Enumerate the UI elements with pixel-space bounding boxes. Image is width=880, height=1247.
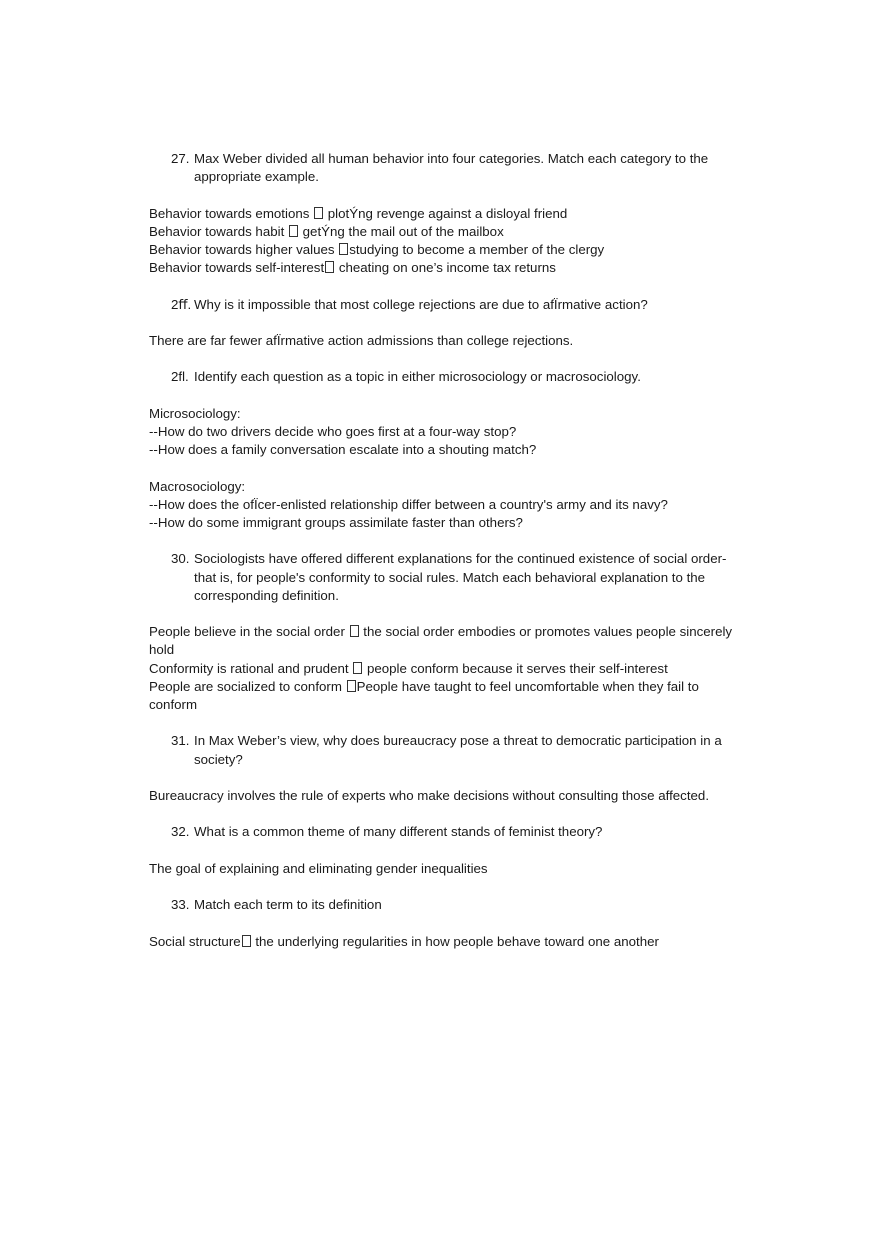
answer-28 [149,332,734,350]
answer-line [149,241,734,259]
answer-term: Social structure [149,933,241,949]
answer-definition: getÝng the mail out of the mailbox [298,223,504,239]
arrow-glyph-icon [242,935,251,947]
answer-term: Behavior towards self-interest [149,260,325,276]
question-29 [149,368,734,386]
answer-term: People believe in the social order [149,624,349,640]
answer-definition: studying to become a member of the clergy [349,242,605,257]
question-number: 30. [171,551,190,567]
arrow-glyph-icon [289,225,298,237]
answer-29-micro [149,405,734,460]
answer-line [149,259,734,277]
answer-line [149,223,734,241]
answer-term: Behavior towards higher values [149,242,339,257]
answer-definition: the underlying regularities in how people behave toward one another [251,933,659,949]
answer-30 [149,623,734,714]
answer-line [149,933,734,951]
answer-32 [149,860,734,878]
answer-definition: plotÝng revenge against a disloyal friend [324,205,568,221]
answer-definition: People have taught to feel uncomfortable when they fail to conform [149,678,699,712]
question-28 [149,296,734,314]
question-text: Identify each question as a topic in either microsociology or macrosociology. [194,369,641,385]
answer-29-macro [149,478,734,533]
question-number: 2ﬂ. [171,369,189,385]
answer-31 [149,787,734,805]
answer-line [149,623,734,659]
arrow-glyph-icon [314,207,323,219]
question-31 [149,732,734,768]
question-text: Sociologists have offered different explanations for the continued existence of social order-that is, for people's conformity to social rules. Match each behavioral explanation to the corresponding definition. [194,551,727,603]
answer-line [149,678,734,714]
answer-line: The goal of explaining and eliminating gender inequalities [149,860,488,876]
answer-line: --How does a family conversation escalate into a shouting match? [149,442,537,458]
answer-line: --How do two drivers decide who goes first at a four-way stop? [149,423,517,439]
answer-definition: people conform because it serves their self-interest [363,660,668,676]
question-number: 2ﬀ. [171,296,192,312]
answer-27 [149,205,734,278]
question-32 [149,823,734,841]
section-heading: Macrosociology: [149,478,246,494]
question-33 [149,896,734,914]
question-27 [149,150,734,186]
arrow-glyph-icon [347,680,356,692]
question-text: In Max Weber’s view, why does bureaucracy pose a threat to democratic participation in a society? [194,733,722,767]
answer-term: Behavior towards emotions [149,205,314,221]
question-number: 33. [171,897,190,913]
question-number: 27. [171,151,190,166]
answer-definition: the social order embodies or promotes values people sincerely hold [149,624,733,658]
question-number: 31. [171,733,190,749]
arrow-glyph-icon [350,625,359,637]
answer-line [149,205,734,223]
question-text: What is a common theme of many different stands of feminist theory? [194,824,603,840]
answer-definition: cheating on one’s income tax returns [335,260,556,276]
arrow-glyph-icon [339,243,348,255]
arrow-glyph-icon [353,662,362,674]
section-heading: Microsociology: [149,405,241,421]
question-text: Match each term to its definition [194,897,382,913]
question-number: 32. [171,824,190,840]
answer-term: People are socialized to conform [149,678,346,694]
document-content [149,150,734,969]
answer-term: Conformity is rational and prudent [149,660,353,676]
question-text: Why is it impossible that most college rejections are due to afÏrmative action? [194,296,648,312]
answer-line: --How do some immigrant groups assimilate faster than others? [149,514,523,530]
answer-line: Bureaucracy involves the rule of experts who make decisions without consulting those affected. [149,787,710,803]
question-30 [149,550,734,605]
answer-term: Behavior towards habit [149,223,288,239]
answer-line [149,660,734,678]
answer-33 [149,933,734,951]
answer-line: There are far fewer afÏrmative action admissions than college rejections. [149,332,574,348]
arrow-glyph-icon [325,261,334,273]
answer-line: --How does the ofÏcer-enlisted relationship differ between a country's army and its navy? [149,496,668,512]
question-text: Max Weber divided all human behavior into four categories. Match each category to the appropriate example. [194,151,709,185]
